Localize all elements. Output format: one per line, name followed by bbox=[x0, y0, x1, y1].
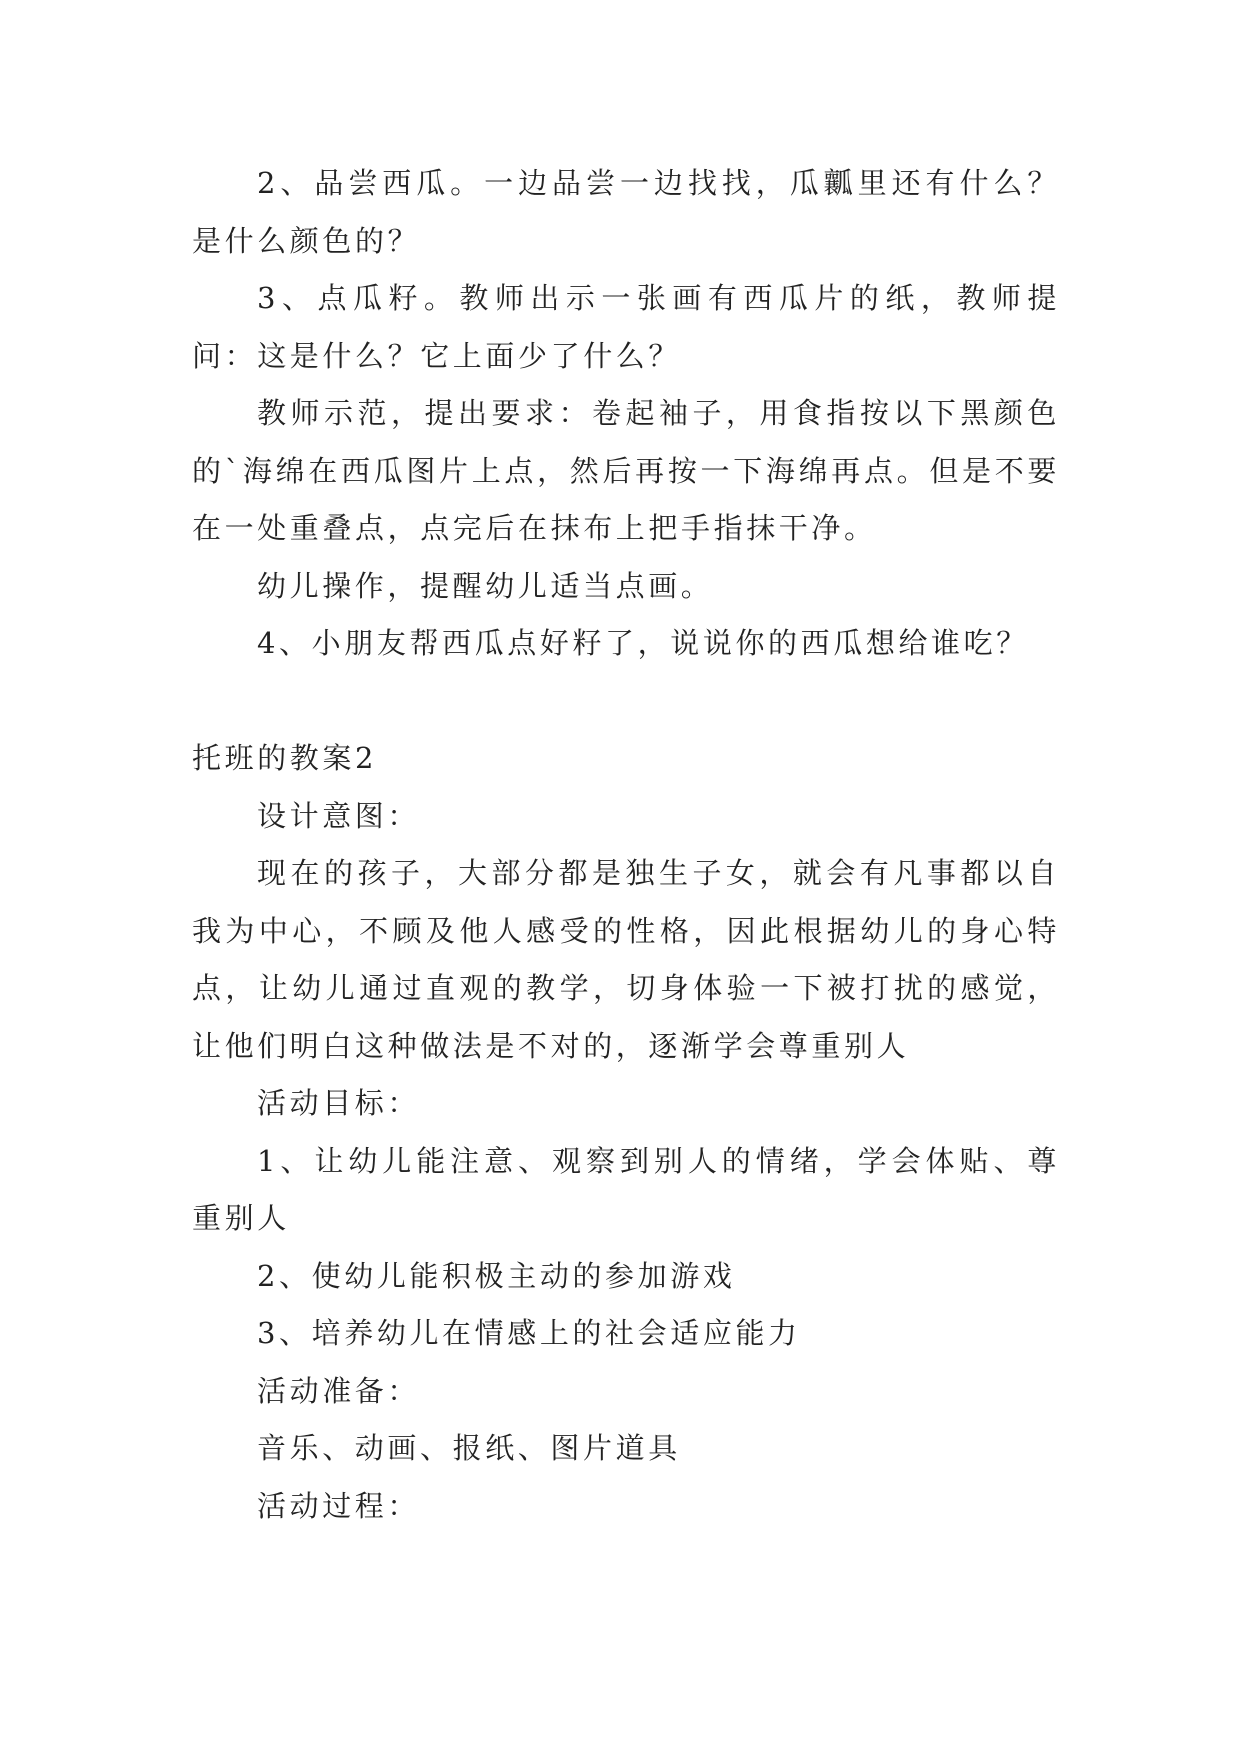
paragraph-design-intent-label: 设计意图： bbox=[257, 798, 421, 833]
paragraph-tasting-watermelon: 2、品尝西瓜。一边品尝一边找找，瓜瓤里还有什么？是什么颜色的？ bbox=[192, 166, 1060, 258]
paragraph-goal-3: 3、培养幼儿在情感上的社会适应能力 bbox=[257, 1316, 801, 1350]
paragraph-preparation-label: 活动准备： bbox=[257, 1373, 421, 1408]
paragraph-preparation: 音乐、动画、报纸、图片道具 bbox=[257, 1431, 681, 1465]
document-body bbox=[192, 155, 1060, 1535]
paragraph-dot-seeds: 3、点瓜籽。教师出示一张画有西瓜片的纸，教师提问：这是什么？它上面少了什么？ bbox=[192, 281, 1060, 373]
paragraph-child-operation: 幼儿操作，提醒幼儿适当点画。 bbox=[257, 568, 714, 603]
section-heading: 托班的教案2 bbox=[192, 741, 378, 775]
paragraph-goal-1: 1、让幼儿能注意、观察到别人的情绪，学会体贴、尊重别人 bbox=[192, 1143, 1060, 1235]
paragraph-design-intent: 现在的孩子，大部分都是独生子女，就会有凡事都以自我为中心，不顾及他人感受的性格，因此根据幼儿的身心特点，让幼儿通过直观的教学，切身体验一下被打扰的感觉，让他们明白这种做法是不对的，逐渐学会尊重别人 bbox=[192, 856, 1060, 1063]
paragraph-goals-label: 活动目标： bbox=[257, 1086, 421, 1120]
paragraph-teacher-demo: 教师示范，提出要求：卷起袖子，用食指按以下黑颜色的`海绵在西瓜图片上点，然后再按一下海绵再点。但是不要在一处重叠点，点完后在抹布上把手指抹干净。 bbox=[192, 396, 1060, 545]
paragraph-goal-2: 2、使幼儿能积极主动的参加游戏 bbox=[257, 1258, 736, 1293]
paragraph-process-label: 活动过程： bbox=[257, 1488, 421, 1523]
paragraph-share-watermelon: 4、小朋友帮西瓜点好籽了，说说你的西瓜想给谁吃？ bbox=[257, 626, 1029, 660]
